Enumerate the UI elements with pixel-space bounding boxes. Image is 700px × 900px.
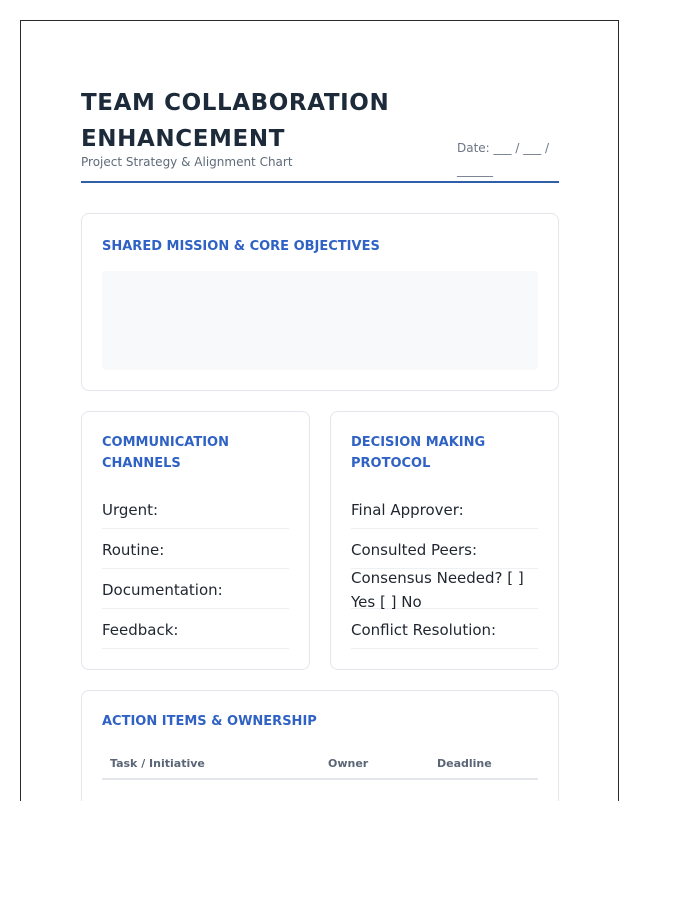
action-items-title: ACTION ITEMS & OWNERSHIP	[102, 714, 317, 729]
document-page	[20, 20, 619, 801]
document-header	[81, 85, 559, 183]
page-title: TEAM COLLABORATION ENHANCEMENT	[81, 90, 390, 152]
mission-section	[81, 213, 559, 391]
field-consensus-needed: Consensus Needed? [ ] Yes [ ] No	[351, 566, 538, 609]
date-field: Date: ___ / ___ / ______	[457, 141, 550, 177]
column-task: Task / Initiative	[110, 757, 205, 770]
field-routine: Routine:	[102, 538, 289, 569]
field-urgent: Urgent:	[102, 498, 289, 529]
communication-title: COMMUNICATION CHANNELS	[102, 435, 229, 471]
column-owner: Owner	[328, 757, 369, 770]
field-conflict-resolution: Conflict Resolution:	[351, 618, 538, 649]
decision-section	[330, 411, 559, 670]
action-table-header	[102, 753, 538, 780]
column-deadline: Deadline	[437, 757, 492, 770]
decision-title: DECISION MAKING PROTOCOL	[351, 435, 486, 471]
mission-input-area[interactable]	[102, 271, 538, 370]
field-documentation: Documentation:	[102, 578, 289, 609]
page-subtitle: Project Strategy & Alignment Chart	[81, 155, 293, 169]
field-feedback: Feedback:	[102, 618, 289, 649]
field-consulted-peers: Consulted Peers:	[351, 538, 538, 569]
action-items-section	[81, 690, 559, 801]
mission-title: SHARED MISSION & CORE OBJECTIVES	[102, 239, 380, 254]
field-final-approver: Final Approver:	[351, 498, 538, 529]
communication-section	[81, 411, 310, 670]
